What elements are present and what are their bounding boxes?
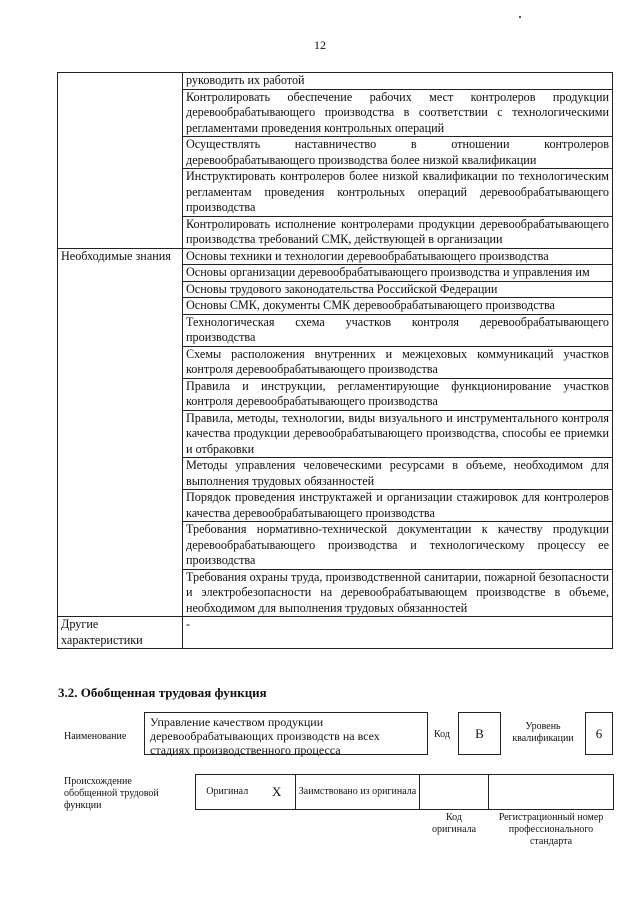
row-content: Схемы расположения внутренних и межцеховых коммуникаций участков контроля деревообрабатывающего производства	[183, 346, 613, 378]
code-value-box: B	[458, 712, 501, 755]
row-content: Инструктировать контролеров более низкой квалификации по технологическим регламентам проведения контрольных операций деревообрабатывающего производства	[183, 169, 613, 217]
row-content: Порядок проведения инструктажей и организации стажировок для контролеров качества деревообрабатывающего производства	[183, 490, 613, 522]
level-label: Уровень квалификации	[512, 721, 574, 744]
row-label: Необходимые знания	[58, 248, 183, 617]
row-content: Осуществлять наставничество в отношении контролеров деревообрабатывающего производства более низкой квалификации	[183, 137, 613, 169]
name-label: Наименование	[64, 731, 127, 742]
table-row	[58, 73, 613, 90]
row-content: Контролировать исполнение контролерами продукции деревообрабатывающего производства требований СМК, действующей в организации	[183, 216, 613, 248]
section-title: 3.2. Обобщенная трудовая функция	[58, 685, 267, 700]
code-original-caption: Код оригинала	[431, 812, 477, 835]
scan-speck	[519, 16, 521, 18]
reg-number-caption: Регистрационный номер профессионального стандарта	[498, 812, 604, 847]
knowledge-table	[57, 72, 613, 649]
row-content: Основы трудового законодательства Российской Федерации	[183, 281, 613, 298]
row-content: Контролировать обеспечение рабочих мест контролеров продукции деревообрабатывающего производства в соответствии с технологическими регламентами проведения контрольных операций	[183, 89, 613, 137]
original-label-cell: Оригинал	[196, 775, 259, 810]
row-content: Требования охраны труда, производственной санитарии, пожарной безопасности и электробезопасности на деревообрабатывающем производстве в объеме, необходимом для выполнения трудовых обязанностей	[183, 569, 613, 617]
function-name-box: Управление качеством продукции деревообрабатывающих производств на всех стадиях производственного процесса	[144, 712, 428, 755]
code-label: Код	[434, 729, 450, 740]
row-content: Основы организации деревообрабатывающего производства и управления им	[183, 265, 613, 282]
level-value-box: 6	[585, 712, 613, 755]
row-content: -	[183, 617, 613, 649]
row-content: Основы СМК, документы СМК деревообрабатывающего производства	[183, 298, 613, 315]
reg-number-cell	[489, 775, 614, 810]
row-content: Правила, методы, технологии, виды визуального и инструментального контроля качества продукции деревообрабатывающего производства, способы ее приемки и отбраковки	[183, 410, 613, 458]
row-content: Требования нормативно-технической документации к качеству продукции деревообрабатывающего производства и технологическому процессу ее производства	[183, 522, 613, 570]
original-code-cell	[420, 775, 489, 810]
original-mark-cell: X	[259, 775, 296, 810]
borrowed-label-cell: Заимствовано из оригинала	[296, 775, 420, 810]
page-number: 12	[314, 38, 326, 52]
table-row	[58, 617, 613, 649]
table-row	[58, 248, 613, 265]
row-label	[58, 73, 183, 249]
row-content: Правила и инструкции, регламентирующие функционирование участков контроля деревообрабатывающего производства	[183, 378, 613, 410]
row-content: руководить их работой	[183, 73, 613, 90]
origin-table	[195, 774, 614, 810]
row-label: Другие характеристики	[58, 617, 183, 649]
row-content: Основы техники и технологии деревообрабатывающего производства	[183, 248, 613, 265]
row-content: Методы управления человеческими ресурсами в объеме, необходимом для выполнения трудовых обязанностей	[183, 458, 613, 490]
knowledge-table-body	[58, 73, 613, 649]
origin-label: Происхождение обобщенной трудовой функции	[64, 776, 159, 811]
row-content: Технологическая схема участков контроля деревообрабатывающего производства	[183, 314, 613, 346]
